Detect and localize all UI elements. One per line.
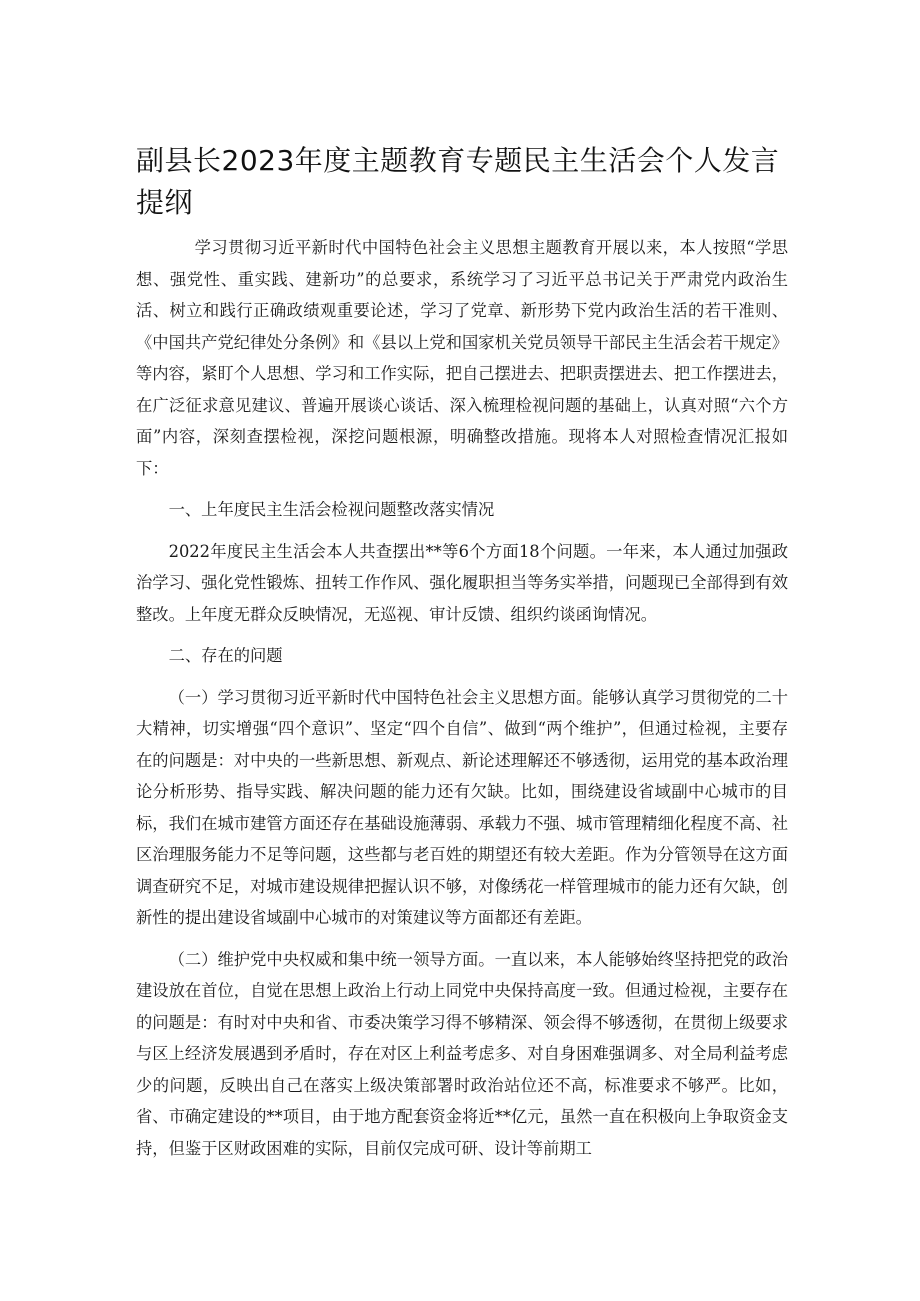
- document-title: 副县长2023年度主题教育专题民主生活会个人发言提纲: [136, 144, 780, 219]
- section2-item-1: （一）学习贯彻习近平新时代中国特色社会主义思想方面。能够认真学习贯彻党的二十大精神，切实增强“四个意识”、坚定“四个自信”、做到“两个维护”，但通过检视，主要存在的问题是：对中央的一些新思想、新观点、新论述理解还不够透彻，运用党的基本政治理论分析形势、指导实践、解决问题的能力还有欠缺。比如，围绕建设省域副中心城市的目标，我们在城市建管方面还存在基础设施薄弱、承载力不强、城市管理精细化程度不高、社区治理服务能力不足等问题，这些都与老百姓的期望还有较大差距。作为分管领导在这方面调查研究不足，对城市建设规律把握认识不够，对像绣花一样管理城市的能力还有欠缺，创新性的提出建设省域副中心城市的对策建议等方面都还有差距。: [136, 687, 788, 927]
- intro-paragraph: 学习贯彻习近平新时代中国特色社会主义思想主题教育开展以来，本人按照“学思想、强党性、重实践、建新功”的总要求，系统学习了习近平总书记关于严肃党内政治生活、树立和践行正确政绩观重要论述，学习了党章、新形势下党内政治生活的若干准则、《中国共产党纪律处分条例》和《县以上党和国家机关党员领导干部民主生活会若干规定》等内容，紧盯个人思想、学习和工作实际，把自己摆进去、把职责摆进去、把工作摆进去，在广泛征求意见建议、普遍开展谈心谈话、深入梳理检视问题的基础上，认真对照“六个方面”内容，深刻查摆检视，深挖问题根源，明确整改措施。现将本人对照检查情况汇报如下：: [136, 238, 788, 478]
- document-page: [136, 140, 788, 1164]
- section1-body: 2022年度民主生活会本人共查摆出**等6个方面18个问题。一年来，本人通过加强政治学习、强化党性锻炼、扭转工作作风、强化履职担当等务实举措，问题现已全部得到有效整改。上年度无群众反映情况，无巡视、审计反馈、组织约谈函询情况。: [136, 541, 788, 624]
- section-heading-1: 一、上年度民主生活会检视问题整改落实情况: [168, 500, 495, 519]
- section2-item-2: （二）维护党中央权威和集中统一领导方面。一直以来，本人能够始终坚持把党的政治建设放在首位，自觉在思想上政治上行动上同党中央保持高度一致。但通过检视，主要存在的问题是：有时对中央和省、市委决策学习得不够精深、领会得不够透彻，在贯彻上级要求与区上经济发展遇到矛盾时，存在对区上利益考虑多、对自身困难强调多、对全局利益考虑少的问题，反映出自己在落实上级决策部署时政治站位还不高，标准要求不够严。比如，省、市确定建设的**项目，由于地方配套资金将近**亿元，虽然一直在积极向上争取资金支持，但鉴于区财政困难的实际，目前仅完成可研、设计等前期工: [136, 949, 788, 1158]
- section-heading-2: 二、存在的问题: [168, 646, 283, 665]
